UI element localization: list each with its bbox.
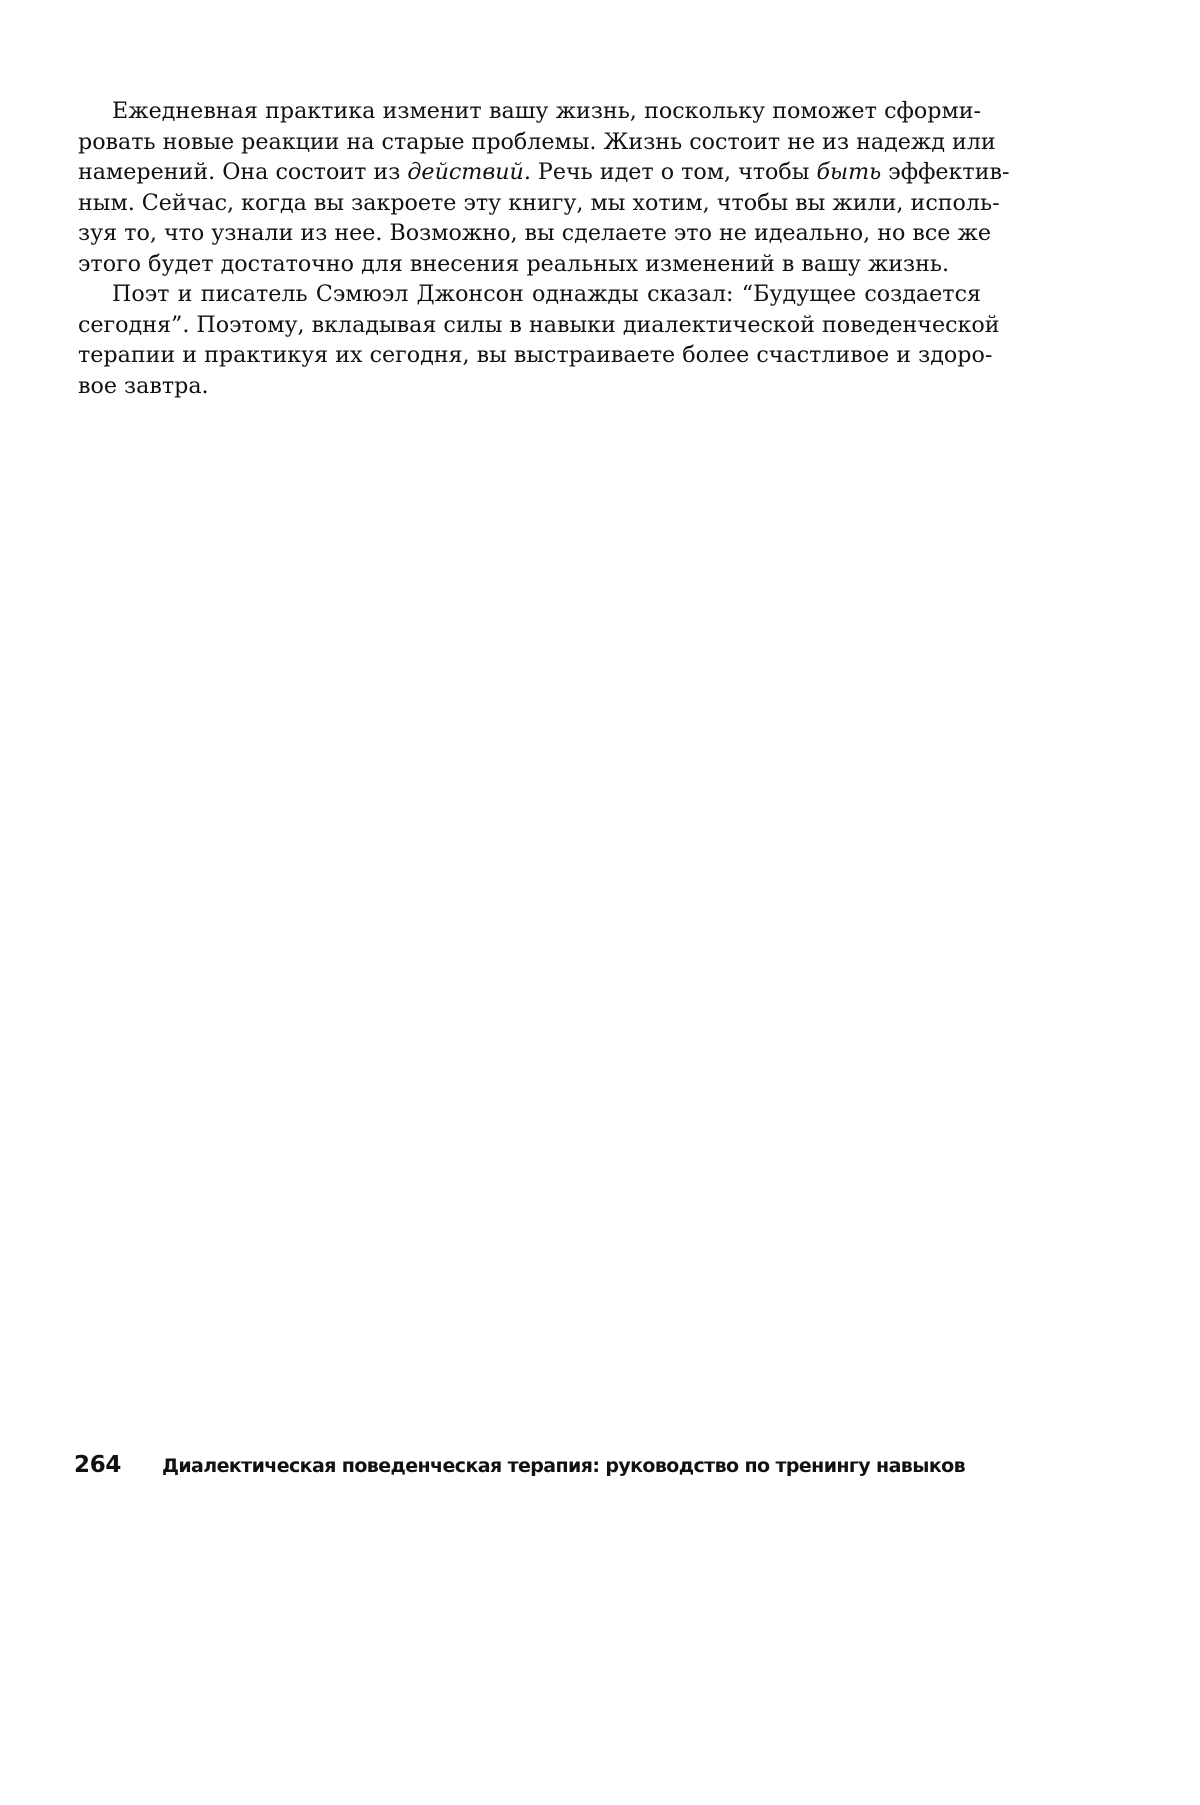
text-run: сегодня”. Поэтому, вкладывая силы в навыки диалектической поведенческой: [78, 311, 1000, 338]
text-line: [78, 340, 993, 371]
emphasis-text: действий: [407, 159, 524, 185]
text-run: терапии и практикуя их сегодня, вы выстраиваете более счастливое и здоро-: [78, 342, 993, 368]
text-line: [78, 279, 981, 310]
page-number: 264: [74, 1452, 122, 1478]
text-line: [78, 310, 1000, 341]
emphasis-text: быть: [816, 159, 882, 185]
paragraph-johnson-quote: [78, 279, 1000, 401]
paragraph-daily-practice: [78, 96, 1010, 279]
text-line: [78, 371, 981, 402]
text-run: Ежедневная практика изменит вашу жизнь, поскольку поможет сформи-: [112, 98, 981, 124]
text-run: намерений. Она состоит из: [78, 159, 408, 185]
page-footer: [74, 1452, 984, 1488]
text-line: [78, 96, 981, 127]
page-body: [78, 96, 1010, 401]
text-run: вое завтра.: [78, 372, 209, 399]
text-run: ровать новые реакции на старые проблемы. Жизнь состоит не из надежд или: [78, 128, 996, 155]
text-run: этого будет достаточно для внесения реальных изменений в вашу жизнь.: [78, 250, 950, 277]
text-line: [78, 127, 996, 158]
text-run: зуя то, что узнали из нее. Возможно, вы сделаете это не идеально, но все же: [78, 220, 992, 246]
text-line: [78, 249, 981, 280]
text-line: [78, 218, 992, 249]
text-run: . Речь идет о том, чтобы: [523, 159, 817, 185]
running-title: Диалектическая поведенческая терапия: руководство по тренингу навыков: [162, 1455, 965, 1477]
text-run: Поэт и писатель Сэмюэл Джонсон однажды сказал: “Будущее создается: [112, 281, 981, 307]
text-run: ным. Сейчас, когда вы закроете эту книгу, мы хотим, чтобы вы жили, исполь-: [78, 189, 1000, 216]
text-line: [78, 157, 1010, 188]
text-run: эффектив-: [881, 159, 1010, 185]
text-line: [78, 188, 1000, 219]
